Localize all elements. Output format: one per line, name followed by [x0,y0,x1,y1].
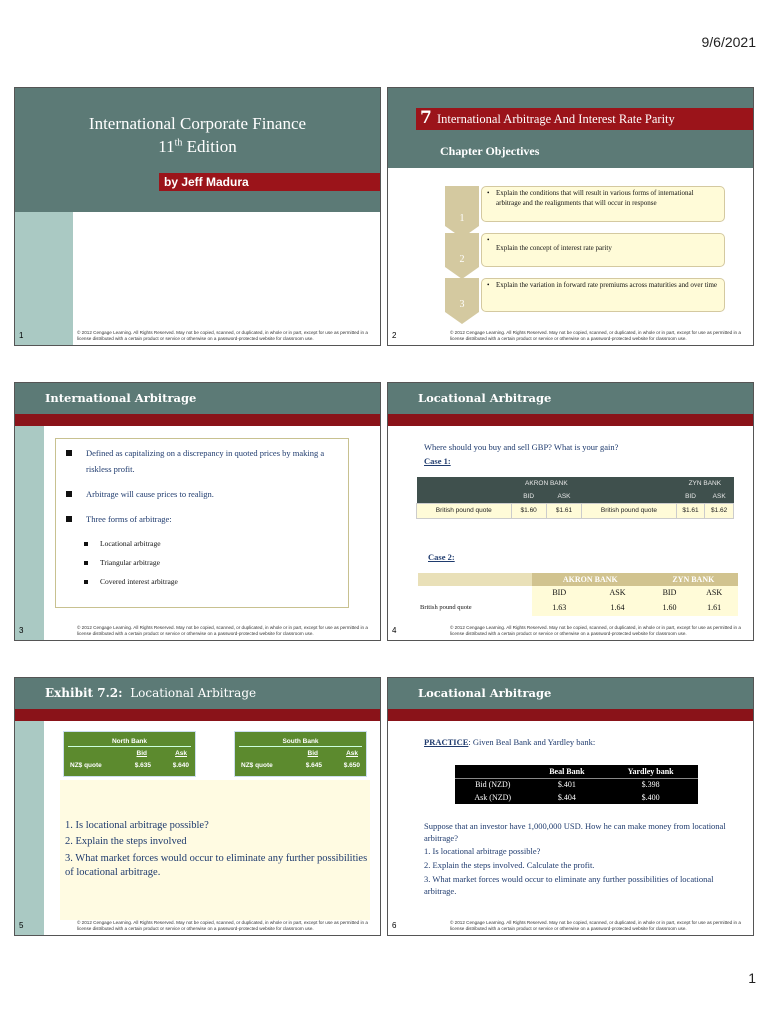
cell: $.404 [557,793,576,802]
question-area [60,780,370,920]
sub-bullet-item: Covered interest arbitrage [62,574,342,590]
bid-value: $.645 [305,762,322,769]
objective-number: 2 [459,254,465,265]
bank-name: ZYN BANK [649,573,738,586]
cell: $1.62 [705,503,734,518]
cell: $1.61 [546,503,581,518]
bid-header: Bid [136,750,147,757]
north-bank-table [63,731,196,777]
copyright-text: © 2012 Cengage Learning. All Rights Reserved. May not be copied, scanned, or duplicated, in whole or in part, except for use as permitted in a license distributed with a certain product or service or otherwise on a password-protected website for classroom use. [77,330,368,341]
slide-header [388,383,753,414]
ask-value: $.640 [172,762,189,769]
bullet-item: Three forms of arbitrage: [62,511,342,527]
bank-name: ZYN BANK [676,477,733,490]
chapter-title: International Arbitrage And Interest Rate Parity [437,112,675,126]
case-2-table [418,573,738,616]
ask-value: $.650 [343,762,360,769]
sub-bullet-item: Triangular arbitrage [62,555,342,571]
copyright-text: © 2012 Cengage Learning. All Rights Reserved. May not be copied, scanned, or duplicated, in whole or in part, except for use as permitted in a license distributed with a certain product or service or otherwise on a password-protected website for classroom use. [77,625,368,636]
chapter-title-bar [416,108,753,130]
slide-3[interactable] [14,382,381,641]
cell: $.398 [641,780,660,790]
objective-chevron-1 [445,186,479,226]
content-box [55,438,349,608]
edition-line [15,137,380,157]
ask-header: ASK [546,490,581,503]
slide-title: International Arbitrage [45,391,197,405]
slide-number: 4 [392,626,397,635]
objective-chevron-2 [445,233,479,267]
row-label: Ask (NZD) [474,793,512,802]
practice-text: : Given Beal Bank and Yardley bank: [468,737,596,747]
question-item: 2. Explain the steps involved [65,836,187,847]
objective-number: 3 [459,299,465,310]
objective-chevron-3 [445,278,479,312]
slide-number: 1 [19,331,24,340]
practice-item: 2. Explain the steps involved. Calculate the profit. [424,860,595,870]
practice-label: PRACTICE [424,737,469,747]
slide-2[interactable] [387,87,754,346]
chapter-number: 7 [420,108,432,128]
bid-header: BID [532,586,586,599]
objective-number: 1 [459,213,465,224]
ask-header: Ask [175,750,187,757]
cell: 1.60 [649,599,691,616]
page-date: 9/6/2021 [701,34,756,50]
practice-item: 3. What market forces would occur to eliminate any further possibilities of locational arbitrage. [424,874,714,896]
bank-name: North Bank [111,738,148,745]
exhibit-label: Exhibit 7.2: [45,686,123,700]
edition-number: 11 [158,137,175,156]
bank-quote-table [455,765,698,804]
bid-header: Bid [307,750,318,757]
row-label: NZ$ quote [70,762,102,769]
slide-number: 3 [19,626,24,635]
page-number: 1 [748,970,756,986]
left-accent-bar [15,212,73,346]
practice-item: 1. Is locational arbitrage possible? [424,846,541,856]
cell: $1.60 [511,503,546,518]
slide-1[interactable] [14,87,381,346]
ask-header: ASK [690,586,738,599]
cell: $.401 [557,780,576,790]
slide-header [388,678,753,709]
cell: 1.64 [586,599,648,616]
cell: 1.63 [532,599,586,616]
objectives-heading: Chapter Objectives [440,144,540,158]
bid-value: $.635 [134,762,151,769]
edition-word: Edition [182,137,237,156]
bid-header: BID [511,490,546,503]
red-divider [388,414,753,426]
south-bank-table [234,731,367,777]
objective-item-3: • Explain the variation in forward rate premiums across maturities and over time [481,278,725,312]
row-label: Bid (NZD) [475,780,511,790]
red-divider [15,709,380,721]
copyright-text: © 2012 Cengage Learning. All Rights Reserved. May not be copied, scanned, or duplicated, in whole or in part, except for use as permitted in a license distributed with a certain product or service or otherwise on a password-protected website for classroom use. [77,920,368,931]
copyright-text: © 2012 Cengage Learning. All Rights Reserved. May not be copied, scanned, or duplicated, in whole or in part, except for use as permitted in a license distributed with a certain product or service or otherwise on a password-protected website for classroom use. [450,625,741,636]
column-header: Yardley bank [603,765,698,778]
bid-header: BID [649,586,691,599]
slide-6[interactable] [387,677,754,936]
slide-header [15,383,380,414]
practice-line [424,737,595,747]
objective-item-1: • Explain the conditions that will result in various forms of international arbitrage and the realignments that will occur in response [481,186,725,222]
scenario-text: Suppose that an investor have 1,000,000 USD. How he can make money from locational arbitrage? [424,821,726,843]
row-label: NZ$ quote [241,762,273,769]
left-accent-bar [15,721,44,936]
question-text: Where should you buy and sell GBP? What is your gain? [424,442,619,452]
red-divider [388,709,753,721]
copyright-text: © 2012 Cengage Learning. All Rights Reserved. May not be copied, scanned, or duplicated, in whole or in part, except for use as permitted in a license distributed with a certain product or service or otherwise on a password-protected website for classroom use. [450,920,741,931]
case-1-table [416,477,734,519]
bank-name: AKRON BANK [511,477,582,490]
case-2-label: Case 2: [428,552,455,562]
slide-4[interactable] [387,382,754,641]
bank-name: AKRON BANK [532,573,649,586]
left-accent-bar [15,426,44,641]
red-divider [15,414,380,426]
bullet-item: Defined as capitalizing on a discrepancy in quoted prices by making a riskless profit. [62,445,342,477]
author-bar: by Jeff Madura [159,173,380,191]
question-item: 3. What market forces would occur to eliminate any further possibilities of locational arbitrage. [65,853,368,878]
slide-number: 5 [19,921,24,930]
row-label: British pound quote [582,503,677,518]
ask-header: ASK [586,586,648,599]
bid-header: BID [676,490,705,503]
cell: 1.61 [690,599,738,616]
bank-name: South Bank [282,738,319,745]
book-title: International Corporate Finance [88,114,307,133]
question-item: 1. Is locational arbitrage possible? [65,820,209,831]
edition-suffix: th [174,137,183,149]
slide-header [15,678,380,709]
exhibit-title: Locational Arbitrage [130,686,257,700]
row-label: British pound quote [417,503,512,518]
slide-title: Locational Arbitrage [418,686,552,700]
objective-item-2: • Explain the concept of interest rate parity [481,233,725,267]
sub-bullet-item: Locational arbitrage [62,536,342,552]
case-1-label: Case 1: [424,456,451,466]
copyright-text: © 2012 Cengage Learning. All Rights Reserved. May not be copied, scanned, or duplicated, in whole or in part, except for use as permitted in a license distributed with a certain product or service or otherwise on a password-protected website for classroom use. [450,330,741,341]
ask-header: ASK [705,490,734,503]
slide-number: 6 [392,921,397,930]
cell: $.400 [641,793,660,802]
column-header: Beal Bank [530,765,603,778]
bullet-item: Arbitrage will cause prices to realign. [62,486,342,502]
cell: $1.61 [676,503,705,518]
slide-5[interactable] [14,677,381,936]
row-label: British pound quote [418,599,532,616]
ask-header: Ask [346,750,358,757]
slide-number: 2 [392,331,397,340]
slide-title [45,686,256,700]
slide-title: Locational Arbitrage [418,391,552,405]
